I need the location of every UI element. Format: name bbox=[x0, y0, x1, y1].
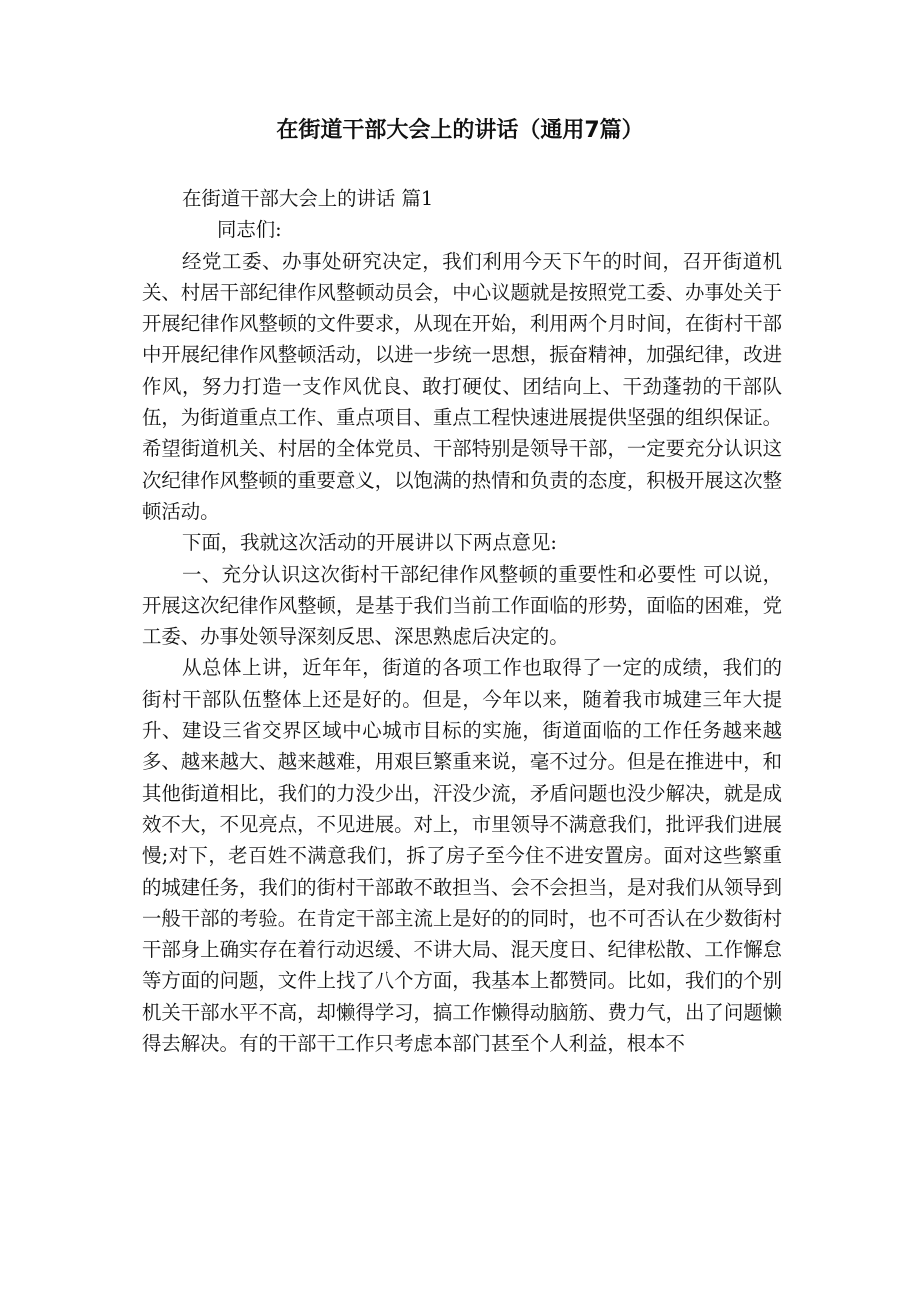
section-heading: 在街道干部大会上的讲话 篇1 bbox=[182, 187, 434, 210]
salutation: 同志们: bbox=[217, 218, 282, 242]
paragraph: 下面，我就这次活动的开展讲以下两点意见: bbox=[182, 531, 557, 555]
paragraph: 经党工委、办事处研究决定，我们利用今天下午的时间，召开街道机关、村居干部纪律作风整顿动员会，中心议题就是按照党工委、办事处关于开展纪律作风整顿的文件要求，从现在开始，利用两个月时间，在街村干部中开展纪律作风整顿活动，以进一步统一思想，振奋精神，加强纪律，改进作风，努力打造一支作风优良、敢打硬仗、团结向上、干劲蓬勃的干部队伍，为街道重点工作、重点项目、重点工程快速进展提供坚强的组织保证。希望街道机关、村居的全体党员、干部特别是领导干部，一定要充分认识这次纪律作风整顿的重要意义，以饱满的热情和负责的态度，积极开展这次整顿活动。 bbox=[142, 249, 782, 523]
document-body bbox=[142, 183, 782, 1059]
document-title: 在街道干部大会上的讲话（通用7篇） bbox=[276, 118, 644, 143]
paragraph: 一、充分认识这次街村干部纪律作风整顿的重要性和必要性 可以说，开展这次纪律作风整顿，是基于我们当前工作面临的形势，面临的困难，党工委、办事处领导深刻反思、深思熟虑后决定的。 bbox=[142, 562, 782, 649]
paragraph: 从总体上讲，近年年，街道的各项工作也取得了一定的成绩，我们的街村干部队伍整体上还是好的。但是，今年以来，随着我市城建三年大提升、建设三省交界区域中心城市目标的实施，街道面临的工作任务越来越多、越来越大、越来越难，用艰巨繁重来说，毫不过分。但是在推进中，和其他街道相比，我们的力没少出，汗没少流，矛盾问题也没少解决，就是成效不大，不见亮点，不见进展。对上，市里领导不满意我们，批评我们进展慢;对下，老百姓不满意我们，拆了房子至今住不进安置房。面对这些繁重的城建任务，我们的街村干部敢不敢担当、会不会担当，是对我们从领导到一般干部的考验。在肯定干部主流上是好的的同时，也不可否认在少数街村干部身上确实存在着行动迟缓、不讲大局、混天度日、纪律松散、工作懈怠等方面的问题，文件上找了八个方面，我基本上都赞同。比如，我们的个别机关干部水平不高，却懒得学习，搞工作懒得动脑筋、费力气，出了问题懒得去解决。有的干部干工作只考虑本部门甚至个人利益，根本不 bbox=[142, 656, 782, 1056]
